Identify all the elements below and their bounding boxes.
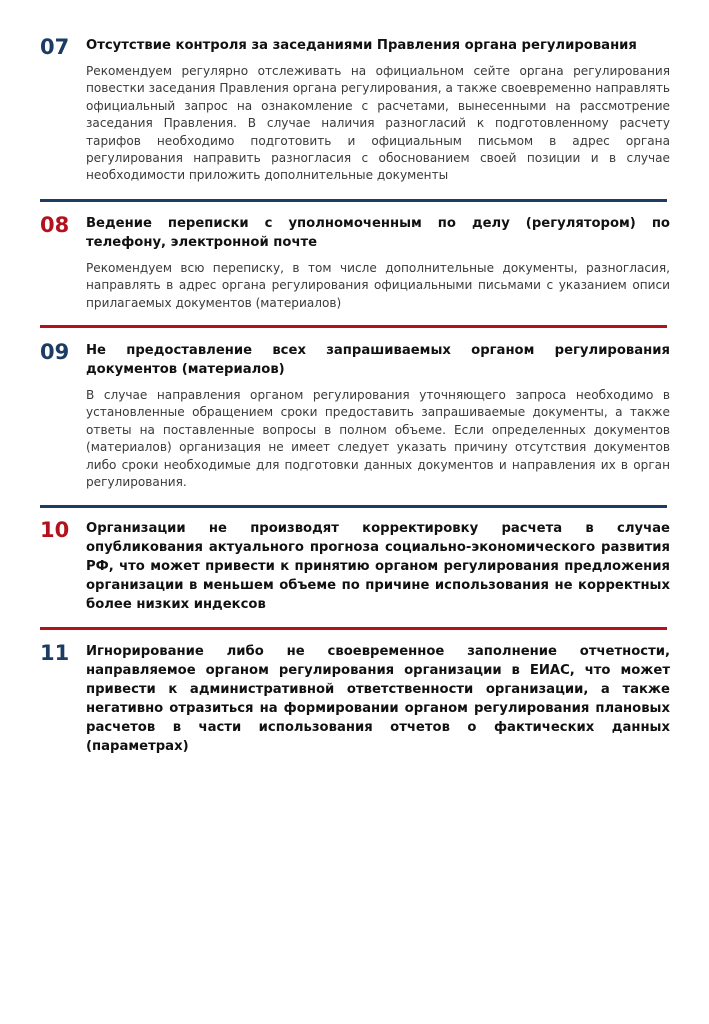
divider-blue [40, 199, 667, 202]
section-08 [40, 214, 670, 312]
section-10 [40, 519, 670, 614]
section-title: Отсутствие контроля за заседаниями Правления органа регулирования [86, 38, 637, 53]
section-text: Рекомендуем регулярно отслеживать на официальном сейте органа регулирования повестки заседания Правления органа регулирования, а также своевременно направлять официальный запрос на ознакомление с расчетами, вынесенными на рассмотрение заседания Правления. В случае наличия разногласий к подготовленному расчету тарифов необходимо подготовить и официальным письмом в адрес органа регулирования направить разногласия с обоснованием своей позиции и в случае необходимости приложить дополнительные документы [86, 64, 670, 183]
section-title: Организации не производят корректировку расчета в случае опубликования актуального прогноза социально-экономического развития РФ, что может привести к принятию органом регулирования предложения организации в меньшем объеме по причине использования не корректных более низких индексов [86, 521, 670, 612]
divider-blue [40, 505, 667, 508]
section-07 [40, 36, 670, 185]
section-title: Игнорирование либо не своевременное заполнение отчетности, направляемое органом регулирования организации в ЕИАС, что может привести к административной ответственности организации, а также негативно отразиться на формировании органом регулирования плановых расчетов в части использования отчетов о фактических данных (параметрах) [86, 644, 670, 754]
section-number: 10 [40, 518, 70, 542]
section-number: 08 [40, 213, 70, 237]
section-title: Ведение переписки с уполномоченным по делу (регулятором) по телефону, электронной почте [86, 216, 670, 250]
section-text: В случае направления органом регулирования уточняющего запроса необходимо в установленные обращением сроки предоставить запрашиваемые документы, а также ответы на поставленные вопросы в полном объеме. Если определенных документов (материалов) организация не имеет следует указать причину отсутствия документов либо сроки необходимые для подготовки данных документов и направления их в орган регулирования. [86, 388, 670, 490]
section-number: 11 [40, 641, 70, 665]
section-text: Рекомендуем всю переписку, в том числе дополнительные документы, разногласия, направлять в адрес органа регулирования официальными письмами с указанием описи прилагаемых документов (материалов) [86, 261, 670, 310]
section-number: 09 [40, 340, 70, 364]
section-11 [40, 642, 670, 756]
divider-red [40, 627, 667, 630]
divider-red [40, 325, 667, 328]
section-number: 07 [40, 35, 70, 59]
section-09 [40, 341, 670, 491]
section-title: Не предоставление всех запрашиваемых органом регулирования документов (материалов) [86, 343, 670, 377]
